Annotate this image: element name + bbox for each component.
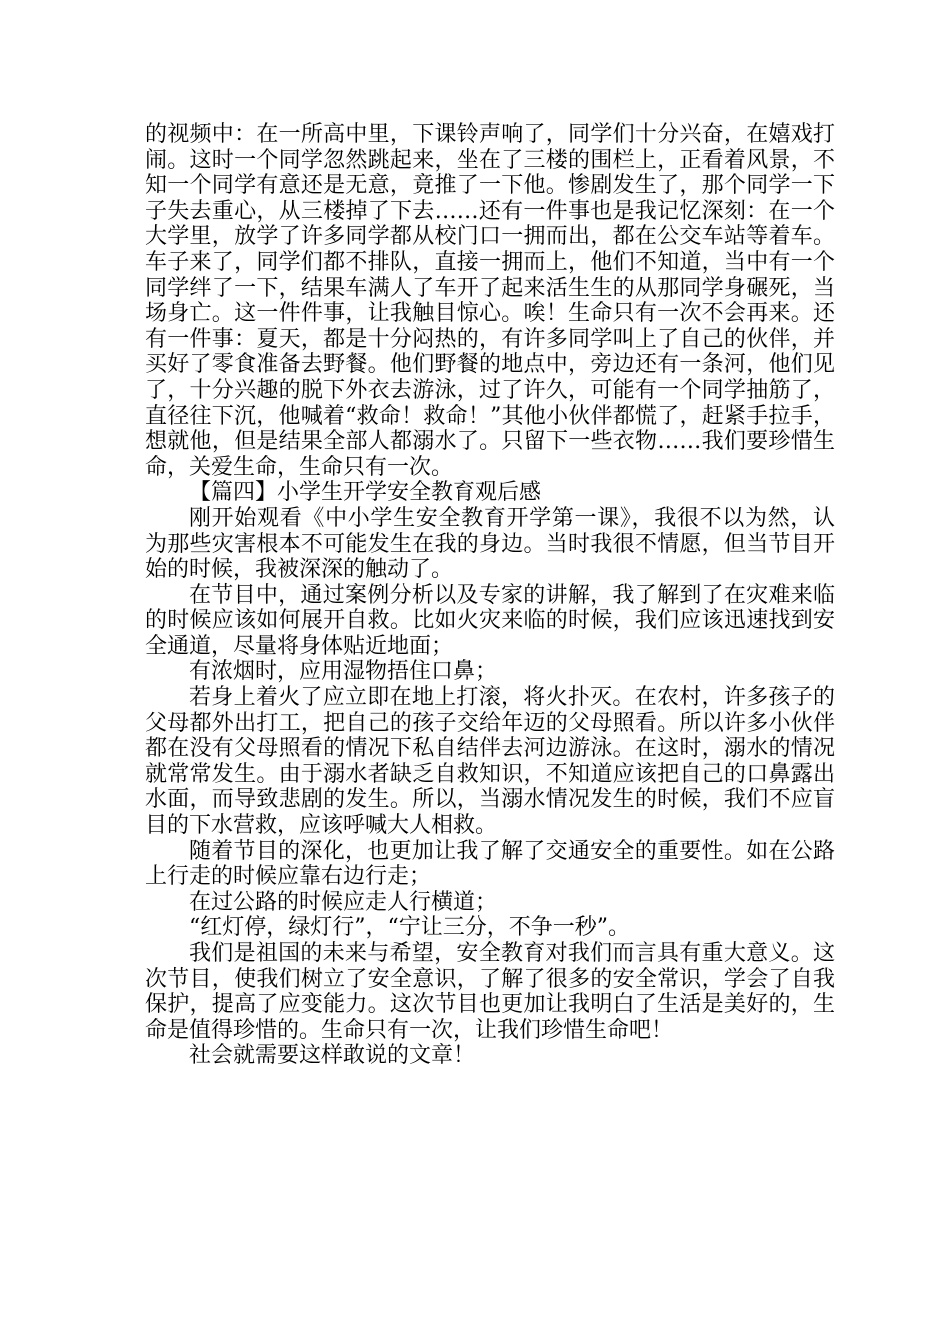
paragraph-1: 的视频中：在一所高中里，下课铃声响了，同学们十分兴奋，在嬉戏打闹。这时一个同学忽然跳起来，坐在了三楼的围栏上，正看着风景，不知一个同学有意还是无意，竟推了一下他。惨剧发生了，那个同学一下子失去重心，从三楼掉了下去……还有一件事也是我记忆深刻：在一个大学里，放学了许多同学都从校门口一拥而出，都在公交车站等着车。车子来了，同学们都不排队，直接一拥而上，他们不知道，当中有一个同学绊了一下，结果车满人了车开了起来活生生的从那同学身碾死，当场身亡。这一件件事，让我触目惊心。唉！生命只有一次不会再来。还有一件事：夏天，都是十分闷热的，有许多同学叫上了自己的伙伴，并买好了零食准备去野餐。他们野餐的地点中，旁边还有一条河，他们见了，十分兴趣的脱下外衣去游泳，过了许久，可能有一个同学抽筋了，直径往下沉，他喊着“救命！救命！”其他小伙伴都慌了，赶紧手拉手，想就他，但是结果全部人都溺水了。只留下一些衣物……我们要珍惜生命，关爱生命，生命只有一次。 (145, 122, 835, 480)
paragraph-3: 在节目中，通过案例分析以及专家的讲解，我了解到了在灾难来临的时候应该如何展开自救。比如火灾来临的时候，我们应该迅速找到安全通道，尽量将身体贴近地面； (145, 582, 835, 659)
paragraph-2: 刚开始观看《中小学生安全教育开学第一课》，我很不以为然，认为那些灾害根本不可能发生在我的身边。当时我很不情愿，但当节目开始的时候，我被深深的触动了。 (145, 505, 835, 583)
paragraph-6: 随着节目的深化，也更加让我了解了交通安全的重要性。如在公路上行走的时候应靠右边行走； (145, 838, 835, 890)
section-heading: 【篇四】小学生开学安全教育观后感 (189, 480, 542, 506)
paragraph-8: “红灯停，绿灯行”，“宁让三分，不争一秒”。 (189, 915, 630, 941)
paragraph-10: 社会就需要这样敢说的文章！ (189, 1043, 476, 1069)
paragraph-5: 若身上着火了应立即在地上打滚，将火扑灭。在农村，许多孩子的父母都外出打工，把自己的孩子交给年迈的父母照看。所以许多小伙伴都在没有父母照看的情况下私自结伴去河边游泳。在这时，溺水的情况就常常发生。由于溺水者缺乏自救知识，不知道应该把自己的口鼻露出水面，而导致悲剧的发生。所以，当溺水情况发生的时候，我们不应盲目的下水营救，应该呼喊大人相救。 (145, 685, 835, 839)
paragraph-7: 在过公路的时候应走人行横道； (189, 889, 498, 915)
paragraph-4: 有浓烟时，应用湿物捂住口鼻； (189, 659, 498, 685)
paragraph-9: 我们是祖国的未来与希望，安全教育对我们而言具有重大意义。这次节目，使我们树立了安全意识，了解了很多的安全常识，学会了自我保护，提高了应变能力。这次节目也更加让我明白了生活是美好的，生命是值得珍惜的。生命只有一次，让我们珍惜生命吧！ (145, 941, 835, 1043)
document-body (145, 122, 835, 1069)
